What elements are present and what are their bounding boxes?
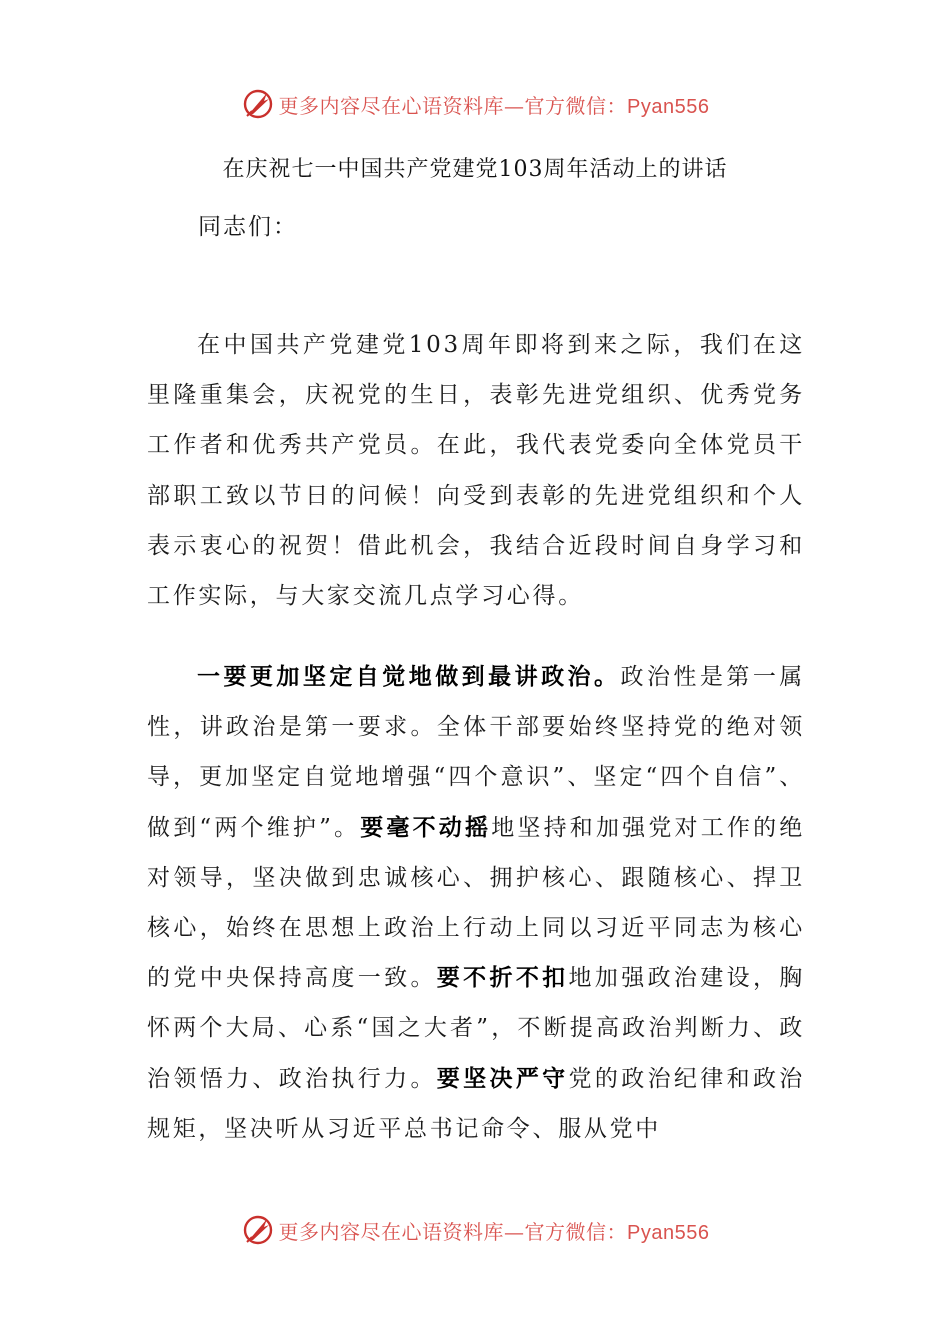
bold-phrase: 要毫不动摇 xyxy=(360,813,492,841)
watermark-text: 更多内容尽在心语资料库—官方微信：Pyan556 xyxy=(278,93,710,118)
paragraph-intro: 在中国共产党建党103周年即将到来之际，我们在这里隆重集会，庆祝党的生日，表彰先进党组织、优秀党务工作者和优秀共产党员。在此，我代表党委向全体党员干部职工致以节日的问候！向受到表彰的先进党组织和个人表示衷心的祝贺！借此机会，我结合近段时间自身学习和工作实际，与大家交流几点学习心得。 xyxy=(147,332,805,610)
bold-phrase: 要坚决严守 xyxy=(436,1064,569,1092)
quill-logo-icon xyxy=(241,87,275,121)
paragraph-text: 党的政治纪律和政治规矩，坚决听从习近平总书记命令、服从党中 xyxy=(147,1065,805,1142)
wechat-id: Pyan556 xyxy=(627,1221,710,1244)
wechat-id: Pyan556 xyxy=(627,95,710,118)
salutation: 同志们： xyxy=(198,214,298,240)
bold-lead: 一要更加坚定自觉地做到最讲政治。 xyxy=(197,663,621,690)
footer-watermark-banner xyxy=(0,1210,950,1250)
document-title: 在庆祝七一中国共产党建党103周年活动上的讲话 xyxy=(222,157,728,182)
paragraph-politics xyxy=(147,652,805,1154)
header-watermark-banner xyxy=(0,84,950,124)
paragraph-text: 政治性是第一属性，讲政治是第一要求。全体干部要始终坚持党的绝对领导，更加坚定自觉地增强“四个意识”、坚定“四个自信”、做到“两个维护”。 xyxy=(147,664,805,841)
watermark-text: 更多内容尽在心语资料库—官方微信：Pyan556 xyxy=(278,1219,710,1244)
quill-logo-icon xyxy=(241,1213,275,1247)
paragraph-text: 地加强政治建设，胸怀两个大局、心系“国之大者”，不断提高政治判断力、政治领悟力、政治执行力。 xyxy=(147,965,805,1092)
bold-phrase: 要不折不扣 xyxy=(436,964,569,992)
paragraph-text: 地坚持和加强党对工作的绝对领导，坚决做到忠诚核心、拥护核心、跟随核心、捍卫核心，始终在思想上政治上行动上同以习近平同志为核心的党中央保持高度一致。 xyxy=(147,814,805,992)
